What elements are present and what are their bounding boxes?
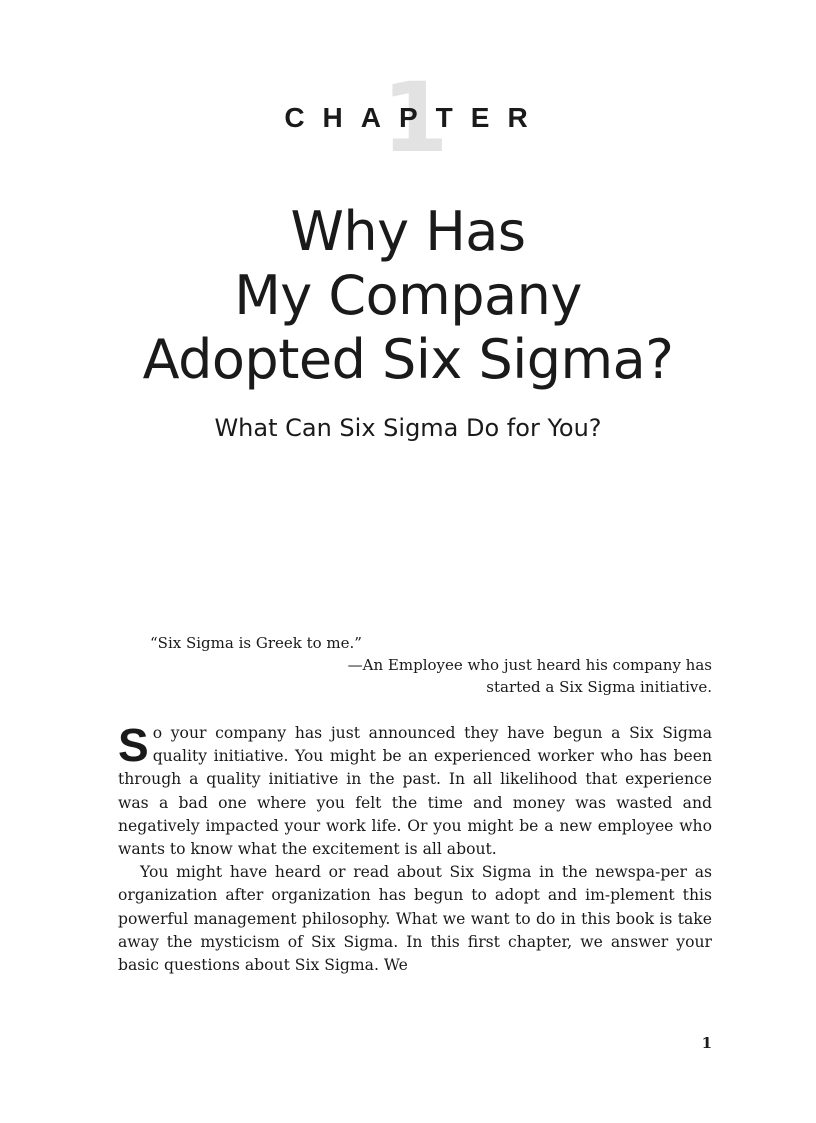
chapter-heading (0, 62, 816, 174)
chapter-label: CHAPTER (284, 102, 546, 133)
epigraph (118, 632, 712, 698)
paragraph-2: You might have heard or read about Six Sigma in the newspa-per as organization after organization has begun to adopt and im-plement this powerful management philosophy. What we want to do in this book is take away the mysticism of Six Sigma. In this first chapter, we answer your basic questions about Six Sigma. We (118, 863, 712, 975)
paragraph-1-text: o your company has just announced they have begun a Six Sigma quality initiative. You might be an experienced worker who has been through a quality initiative in the past. In all likelihood that experience was a bad one where you felt the time and money was wasted and negatively impacted your work life. Or you might be a new employee who wants to know what the excitement is all about. (118, 724, 712, 859)
epigraph-quote: “Six Sigma is Greek to me.” (150, 634, 362, 652)
drop-cap: S (118, 719, 149, 771)
page-number: 1 (701, 1034, 712, 1052)
chapter-title-line-1: Why Has (290, 200, 526, 263)
chapter-title-line-3: Adopted Six Sigma? (142, 328, 674, 391)
chapter-title-line-2: My Company (234, 264, 582, 327)
paragraph-1 (118, 719, 712, 861)
body-text (118, 719, 712, 977)
chapter-title (0, 200, 816, 392)
chapter-subtitle: What Can Six Sigma Do for You? (214, 414, 602, 442)
chapter-number: 1 (381, 62, 449, 174)
epigraph-attribution-line-2: started a Six Sigma initiative. (486, 678, 712, 696)
epigraph-attribution-line-1: —An Employee who just heard his company has (347, 656, 712, 674)
